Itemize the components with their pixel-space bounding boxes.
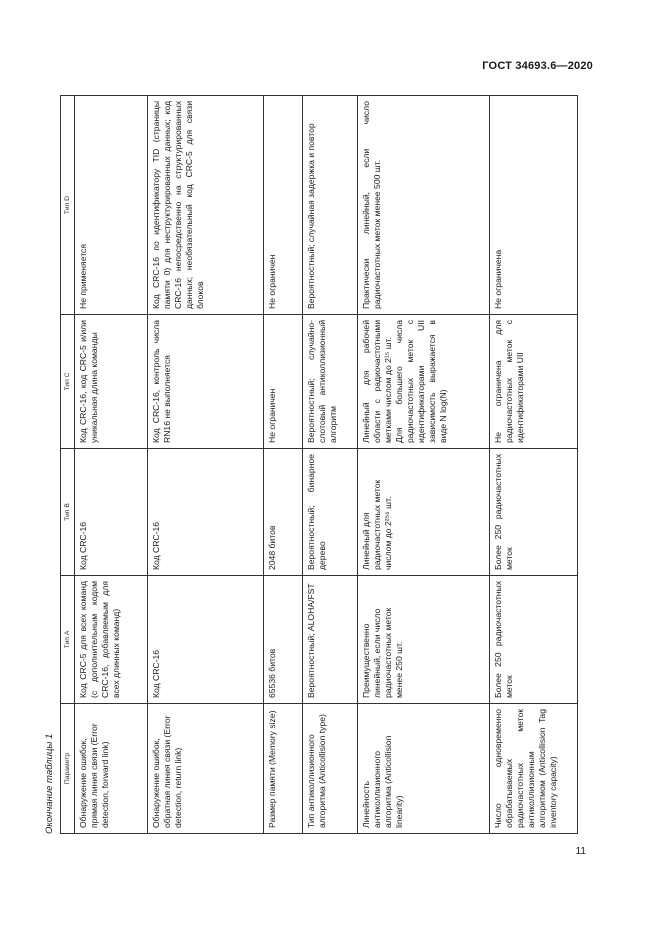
column-header-type-c: Тип C <box>61 315 75 449</box>
column-header-parameter: Параметр <box>61 704 75 834</box>
parameter-cell: Тип антиколлизионного алгоритма (Anticollision type) <box>303 704 358 834</box>
parameter-cell: Обнаружение ошибок, прямая линия связи (Error detection, forward link) <box>75 704 148 834</box>
type-a-cell: Код CRC-5 для всех команд (с дополнительным кодом CRC-16, добавляемым для всех длинных команд) <box>75 576 148 704</box>
type-b-cell: Код CRC-16 <box>147 449 263 576</box>
type-a-cell: Код CRC-16 <box>147 576 263 704</box>
column-header-type-a: Тип A <box>61 576 75 704</box>
table-row <box>147 96 263 834</box>
type-b-cell: Более 250 радиочастотных меток <box>489 449 577 576</box>
standard-header: ГОСТ 34693.6—2020 <box>482 60 593 72</box>
table-row <box>489 96 577 834</box>
column-header-type-b: Тип B <box>61 449 75 576</box>
parameters-table <box>60 95 578 834</box>
type-d-cell: Не ограничен <box>263 96 303 315</box>
type-c-cell: Вероятностный; случайно-слотовый антиколлизионный алгоритм <box>303 315 358 449</box>
table-header-row <box>61 96 75 834</box>
type-d-cell: Не применяется <box>75 96 148 315</box>
type-c-cell: Не ограничена для радиочастотных меток с идентификаторами UII <box>489 315 577 449</box>
type-b-cell: 2048 битов <box>263 449 303 576</box>
table-row <box>303 96 358 834</box>
type-c-cell: Код CRC-16, код CRC-5 и/или уникальная длина команды <box>75 315 148 449</box>
parameter-cell: Размер памяти (Memory size) <box>263 704 303 834</box>
type-b-cell: Код CRC-16 <box>75 449 148 576</box>
table-row <box>263 96 303 834</box>
type-c-cell: Не ограничен <box>263 315 303 449</box>
type-c-cell: Код CRC-16, контроль числа RN16 не выполняется <box>147 315 263 449</box>
parameter-cell: Обнаружение ошибок, обратная линия связи (Error detection, return link) <box>147 704 263 834</box>
type-b-cell: Вероятностный; бинарное дерево <box>303 449 358 576</box>
type-a-cell: Преимущественно линейный, если число радиочастотных меток менее 250 шт. <box>358 576 489 704</box>
parameter-cell: Число одновременно обрабатываемых радиочастотных меток антиколлизионным алгоритмом (Anticollision Tag inventory capacity) <box>489 704 577 834</box>
rotated-table-container <box>42 96 580 834</box>
table-row <box>358 96 489 834</box>
type-a-cell: 65536 битов <box>263 576 303 704</box>
type-d-cell: Практически линейный, если число радиочастотных меток менее 500 шт. <box>358 96 489 315</box>
parameter-cell: Линейность антиколлизионного алгоритма (Anticollision linearity) <box>358 704 489 834</box>
type-a-cell: Вероятностный; ALOHA/FST <box>303 576 358 704</box>
type-d-cell: Вероятностный; случайная задержка и повтор <box>303 96 358 315</box>
table-caption: Окончание таблицы 1 <box>44 733 55 834</box>
type-b-cell: Линейный для радиочастотных меток числом до 2²⁵⁶ шт. <box>358 449 489 576</box>
type-d-cell: Не ограничена <box>489 96 577 315</box>
type-a-cell: Более 250 радиочастотных меток <box>489 576 577 704</box>
type-d-cell: Код CRC-16 по идентификатору TID (страницы памяти 0) для неструктурированных данных; код CRC-16 непосредственно на структурированных данных; необязательный код CRC-5 для связи блоков <box>147 96 263 315</box>
page-number: 11 <box>575 846 586 857</box>
table-row <box>75 96 148 834</box>
type-c-cell: Линейный для рабочей области с радиочастотными метками числом до 2¹⁵ шт. Для большего числа радиочастотных меток с идентификаторами UII зависимость выражается в виде N log(N) <box>358 315 489 449</box>
column-header-type-d: Тип D <box>61 96 75 315</box>
